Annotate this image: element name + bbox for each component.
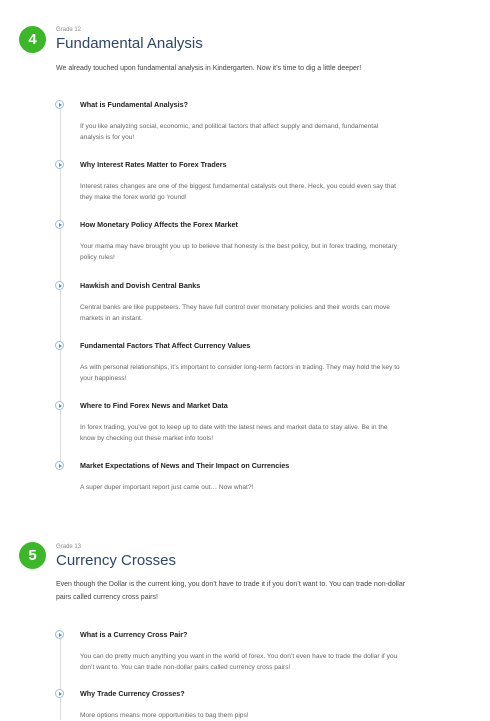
timeline-line [60,630,61,720]
section-intro: Even though the Dollar is the current king, you don’t have to trade it if you don’t want to. You can trade non-dollar pairs called currency cross pairs! [56,581,406,601]
lesson-title-link[interactable]: What is Fundamental Analysis? [80,100,188,109]
section-intro: We already touched upon fundamental analysis in Kindergarten. Now it’s time to dig a little deeper! [56,65,362,72]
lesson-description: Your mama may have brought you up to believe that honesty is the best policy, but in forex trading, monetary policy rules! [80,243,398,261]
lesson-description: If you like analyzing social, economic, and political factors that affect supply and demand, fundamental analysis is for you! [80,123,379,141]
lesson-description: Interest rates changes are one of the biggest fundamental catalysts out there. Heck, you could even say that they make the forex world go ‘round! [80,183,396,201]
play-icon[interactable] [55,220,64,229]
lesson-title-link[interactable]: Why Interest Rates Matter to Forex Traders [80,160,227,169]
lesson-title-link[interactable]: Why Trade Currency Crosses? [80,689,185,698]
lesson-description: More options means more opportunities to bag them pips! [80,712,249,719]
lesson-description: A super duper important report just came out… Now what?! [80,484,254,491]
section-title[interactable]: Currency Crosses [56,552,177,569]
play-icon[interactable] [55,630,64,639]
lesson-title-link[interactable]: Hawkish and Dovish Central Banks [80,281,201,290]
play-icon[interactable] [55,100,64,109]
grade-label: Grade 12 [56,27,82,33]
lesson-description: As with personal relationships, it’s important to consider long-term factors in trading. They may hold the key to your happiness! [80,364,400,382]
lesson-title-link[interactable]: Market Expectations of News and Their Impact on Currencies [80,461,290,470]
play-icon[interactable] [55,689,64,698]
grade-number-badge: 4 [19,26,46,53]
play-icon[interactable] [55,341,64,350]
play-icon[interactable] [55,461,64,470]
lesson-title-link[interactable]: Where to Find Forex News and Market Data [80,401,228,410]
play-icon[interactable] [55,160,64,169]
grade-label: Grade 13 [56,544,82,550]
section-title[interactable]: Fundamental Analysis [56,35,203,52]
lesson-title-link[interactable]: What is a Currency Cross Pair? [80,630,188,639]
lesson-description: Central banks are like puppeteers. They have full control over monetary policies and their words can move markets in an instant. [80,304,390,322]
lesson-description: In forex trading, you’ve got to keep up to date with the latest news and market data to stay alive. Be in the know by checking out these market info tools! [80,424,388,442]
play-icon[interactable] [55,281,64,290]
play-icon[interactable] [55,401,64,410]
lesson-title-link[interactable]: How Monetary Policy Affects the Forex Market [80,220,238,229]
lesson-description: You can do pretty much anything you want in the world of forex. You don’t even have to trade the dollar if you don’t want to. You can trade non-dollar pairs called currency cross pairs! [80,653,398,671]
lesson-title-link[interactable]: Fundamental Factors That Affect Currency Values [80,341,251,350]
grade-number-badge: 5 [19,542,46,569]
